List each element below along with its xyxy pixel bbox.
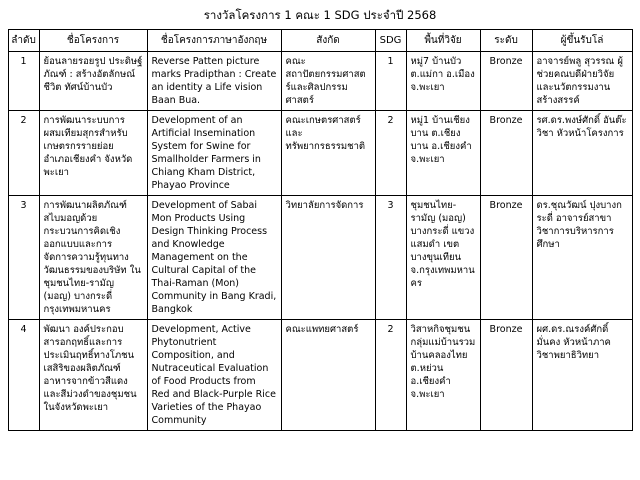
cell-affiliation: คณะเกษตรศาสตร์และทรัพยากรธรรมชาติ — [281, 111, 375, 196]
column-header-project-name-en: ชื่อโครงการภาษาอังกฤษ — [147, 30, 281, 52]
cell-sdg: 2 — [375, 111, 406, 196]
cell-level: Bronze — [480, 52, 532, 111]
table-row — [8, 320, 632, 431]
cell-project-name-th: การพัฒนาระบบการ ผสมเทียมสุกรสำหรับ เกษตรกรรายย่อย อำเภอเชียงคำ จังหวัด พะเยา — [39, 111, 147, 196]
awards-table — [8, 29, 633, 431]
cell-project-name-en: Development of an Artificial Insemination System for Swine for Smallholder Farmers in Chiang Kham District, Phayao Province — [147, 111, 281, 196]
cell-no: 1 — [8, 52, 39, 111]
cell-sdg: 1 — [375, 52, 406, 111]
cell-project-name-en: Development, Active Phytonutrient Composition, and Nutraceutical Evaluation of Food Products from Red and Black-Purple Rice Varieties of the Phayao Community — [147, 320, 281, 431]
column-header-level: ระดับ — [480, 30, 532, 52]
cell-research-area: วิสาหกิจชุมชนกลุ่มแม่บ้านรวมบ้านคลองไทย ต.หย่วน อ.เชียงคำ จ.พะเยา — [406, 320, 480, 431]
cell-project-name-en: Development of Sabai Mon Products Using Design Thinking Process and Knowledge Management on the Cultural Capital of the Thai-Raman (Mon) Community in Bang Kradi, Bangkok — [147, 196, 281, 320]
cell-project-name-th: ย้อนลายรอยรูป ประดิษฐ์ภัณฑ์ : สร้างอัตลักษณ์ ชีวิต ทัศน์บ้านบัว — [39, 52, 147, 111]
table-row — [8, 52, 632, 111]
cell-affiliation: คณะแพทยศาสตร์ — [281, 320, 375, 431]
table-row — [8, 111, 632, 196]
cell-research-area: หมู่1 บ้านเชียงบาน ต.เชียงบาน อ.เชียงคำ จ.พะเยา — [406, 111, 480, 196]
cell-level: Bronze — [480, 196, 532, 320]
cell-level: Bronze — [480, 111, 532, 196]
cell-level: Bronze — [480, 320, 532, 431]
cell-sdg: 2 — [375, 320, 406, 431]
cell-project-name-en: Reverse Patten picture marks Pradipthan : Create an identity a Life vision Baan Bua. — [147, 52, 281, 111]
cell-recipient: รศ.ดร.พงษ์ศักดิ์ อันต๊ะวิชา หัวหน้าโครงการ — [532, 111, 632, 196]
column-header-project-name-th: ชื่อโครงการ — [39, 30, 147, 52]
column-header-no: ลำดับ — [8, 30, 39, 52]
cell-no: 2 — [8, 111, 39, 196]
cell-recipient: ผศ.ดร.ณรงค์ศักดิ์ มั่นคง หัวหน้าภาควิชาพยาธิวิทยา — [532, 320, 632, 431]
cell-project-name-th: พัฒนา องค์ประกอบ สารอกฤทธิ์และการ ประเมินฤทธิ์ทางโภชนเสสิริของผลิตภัณฑ์ อาหารจากข้าวสีแดง และสีม่วงดำของชุมชน ในจังหวัดพะเยา — [39, 320, 147, 431]
column-header-research-area: พื้นที่วิจัย — [406, 30, 480, 52]
cell-sdg: 3 — [375, 196, 406, 320]
table-header-row — [8, 30, 632, 52]
column-header-recipient: ผู้ขึ้นรับโล่ — [532, 30, 632, 52]
column-header-sdg: SDG — [375, 30, 406, 52]
cell-affiliation: คณะสถาปัตยกรรมศาสตร์และศิลปกรรมศาสตร์ — [281, 52, 375, 111]
cell-research-area: หมู่7 บ้านบัว ต.แม่กา อ.เมือง จ.พะเยา — [406, 52, 480, 111]
cell-research-area: ชุมชนไทย-รามัญ (มอญ) บางกระดี่ แขวงแสมดำ เขตบางขุนเทียน จ.กรุงเทพมหานคร — [406, 196, 480, 320]
cell-affiliation: วิทยาลัยการจัดการ — [281, 196, 375, 320]
cell-recipient: อาจารย์พลู สุวรรณ ผู้ช่วยคณบดีฝ่ายวิจัยและนวัตกรรมงานสร้างสรรค์ — [532, 52, 632, 111]
cell-no: 3 — [8, 196, 39, 320]
cell-recipient: ดร.ชุณวัฒน์ ปุงบางกระดี่ อาจารย์สาขาวิชาการบริหารการศึกษา — [532, 196, 632, 320]
cell-no: 4 — [8, 320, 39, 431]
cell-project-name-th: การพัฒนาผลิตภัณฑ์ สไบมอญด้วย กระบวนการคิดเชิง ออกแบบและการ จัดการความรู้ทุนทาง วัฒนธรรมของบริษัท ในชุมชนไทย-รามัญ (มอญ) บางกระดี่ กรุงเทพมหานคร — [39, 196, 147, 320]
table-row — [8, 196, 632, 320]
column-header-affiliation: สังกัด — [281, 30, 375, 52]
page-title: รางวัลโครงการ 1 คณะ 1 SDG ประจำปี 2568 — [203, 8, 437, 22]
